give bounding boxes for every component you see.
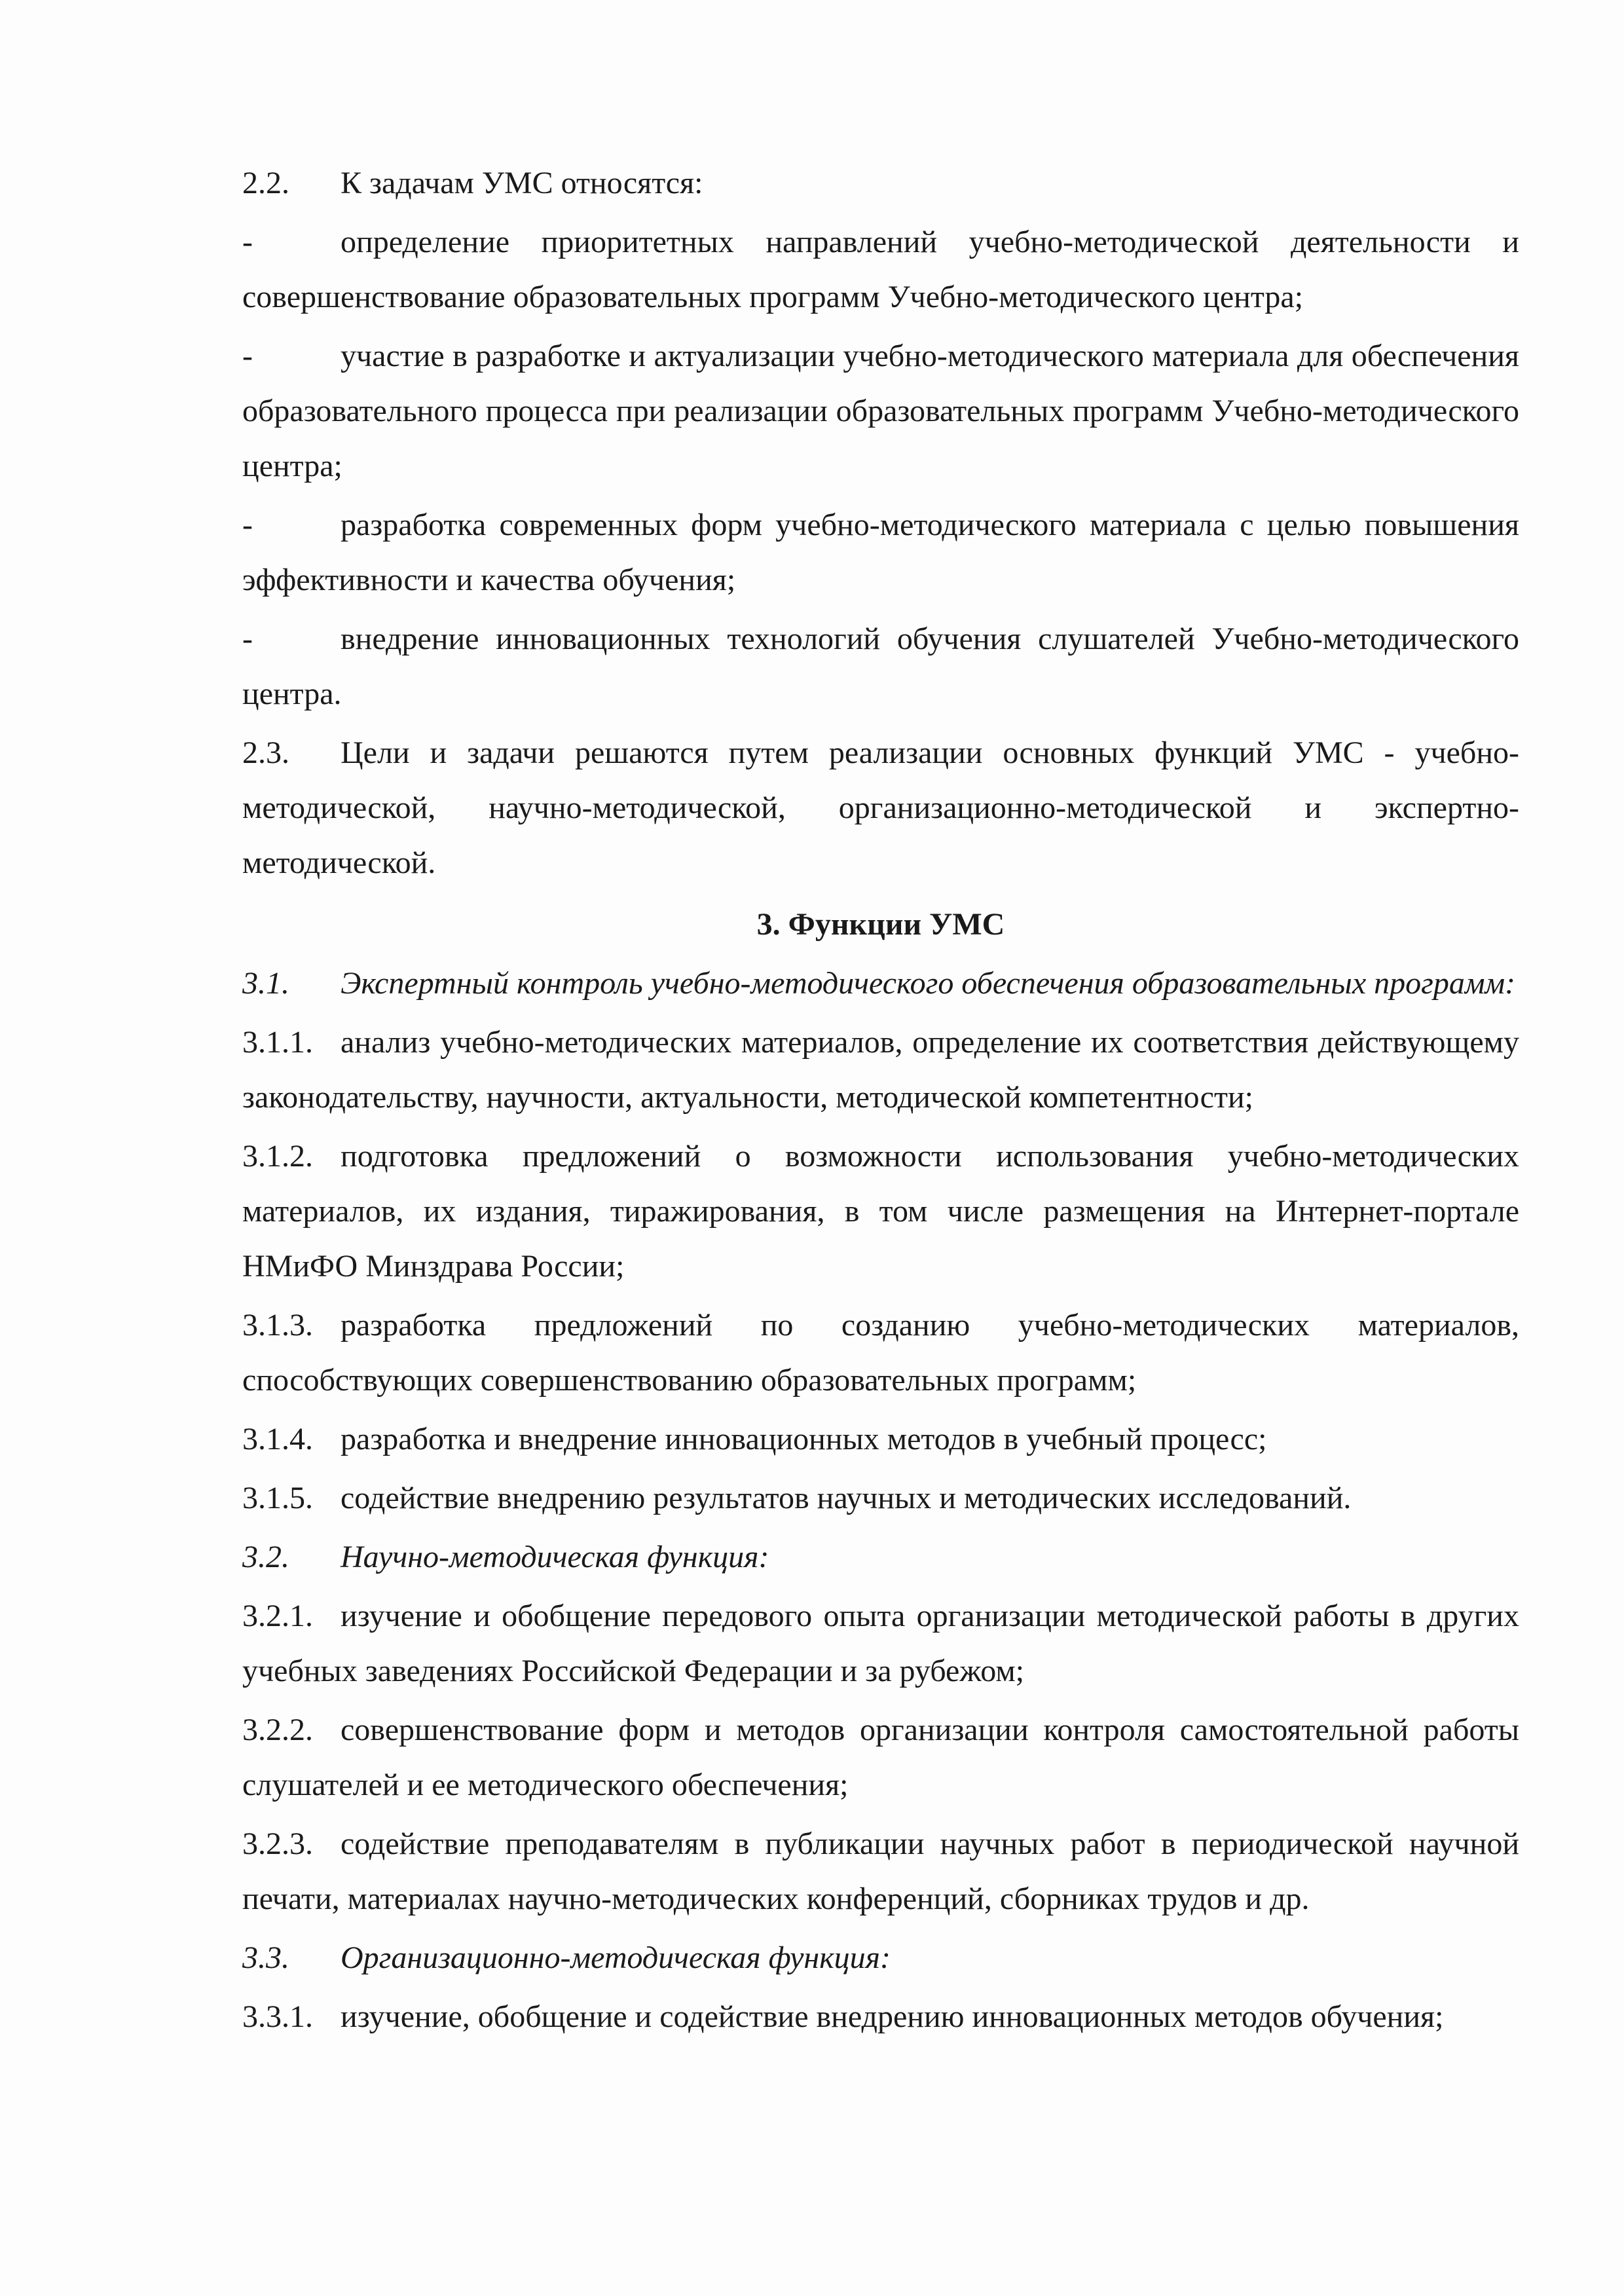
paragraph-3-1-4 (242, 1412, 1519, 1467)
paragraph-3-1-3 (242, 1298, 1519, 1408)
clause-number: 2.3. (242, 735, 289, 770)
clause-number: 3.2. (242, 1540, 289, 1574)
clause-number: 2.2. (242, 166, 289, 200)
clause-number: 3.3. (242, 1940, 289, 1975)
clause-number: 3.1.5. (242, 1481, 313, 1515)
section-heading: 3. Функции УМС (756, 907, 1005, 942)
clause-text: изучение и обобщение передового опыта организации методической работы в других учебных заведениях Российской Федерации и за рубежом; (242, 1599, 1519, 1688)
paragraph-3-1-1 (242, 1015, 1519, 1125)
dash-marker: - (242, 339, 253, 373)
list-item-dash (242, 329, 1519, 494)
paragraph-3-3 (242, 1931, 1519, 1986)
list-item-text: разработка современных форм учебно-методического материала с целью повышения эффективности и качества обучения; (242, 508, 1519, 597)
clause-text: разработка и внедрение инновационных методов в учебный процесс; (341, 1422, 1267, 1456)
paragraph-2-3 (242, 726, 1519, 891)
list-item-dash (242, 498, 1519, 608)
paragraph-3-1 (242, 956, 1519, 1011)
clause-number: 3.1. (242, 966, 289, 1001)
clause-text: К задачам УМС относятся: (341, 166, 703, 200)
paragraph-3-2-3 (242, 1817, 1519, 1927)
paragraph-3-2-1 (242, 1589, 1519, 1699)
clause-number: 3.1.4. (242, 1422, 313, 1456)
paragraph-3-1-2 (242, 1129, 1519, 1294)
list-item-dash (242, 612, 1519, 722)
dash-marker: - (242, 621, 253, 656)
clause-number: 3.1.1. (242, 1025, 313, 1060)
clause-text: содействие внедрению результатов научных и методических исследований. (341, 1481, 1352, 1515)
clause-text: подготовка предложений о возможности использования учебно-методических материалов, их издания, тиражирования, в том числе размещения на Интернет-портале НМиФО Минздрава России; (242, 1139, 1519, 1284)
clause-text: анализ учебно-методических материалов, определение их соответствия действующему законодательству, научности, актуальности, методической компетентности; (242, 1025, 1519, 1115)
clause-number: 3.1.2. (242, 1139, 313, 1174)
list-item-text: определение приоритетных направлений учебно-методической деятельности и совершенствование образовательных программ Учебно-методического центра; (242, 225, 1519, 314)
clause-number: 3.3.1. (242, 1999, 313, 2034)
clause-text: совершенствование форм и методов организации контроля самостоятельной работы слушателей и ее методического обеспечения; (242, 1713, 1519, 1802)
clause-text: разработка предложений по созданию учебно-методических материалов, способствующих совершенствованию образовательных программ; (242, 1308, 1519, 1398)
clause-text: Научно-методическая функция: (341, 1540, 769, 1574)
clause-number: 3.1.3. (242, 1308, 313, 1342)
paragraph-3-3-1 (242, 1990, 1519, 2045)
dash-marker: - (242, 508, 253, 542)
clause-number: 3.2.2. (242, 1713, 313, 1747)
clause-number: 3.2.3. (242, 1826, 313, 1861)
clause-text: изучение, обобщение и содействие внедрению инновационных методов обучения; (341, 1999, 1444, 2034)
paragraph-3-2 (242, 1530, 1519, 1585)
paragraph-2-2 (242, 156, 1519, 211)
clause-number: 3.2.1. (242, 1599, 313, 1633)
list-item-dash (242, 215, 1519, 325)
list-item-text: участие в разработке и актуализации учебно-методического материала для обеспечения образовательного процесса при реализации образовательных программ Учебно-методического центра; (242, 339, 1519, 483)
paragraph-3-1-5 (242, 1471, 1519, 1526)
dash-marker: - (242, 225, 253, 259)
clause-text: содействие преподавателям в публикации научных работ в периодической научной печати, материалах научно-методических конференций, сборниках трудов и др. (242, 1826, 1519, 1916)
document-body (242, 156, 1519, 2048)
clause-text: Экспертный контроль учебно-методического обеспечения образовательных программ: (341, 966, 1516, 1001)
paragraph-3-2-2 (242, 1703, 1519, 1813)
clause-text: Цели и задачи решаются путем реализации основных функций УМС - учебно-методической, научно-методической, организационно-методической и экспертно-методической. (242, 735, 1519, 880)
list-item-text: внедрение инновационных технологий обучения слушателей Учебно-методического центра. (242, 621, 1519, 711)
clause-text: Организационно-методическая функция: (341, 1940, 891, 1975)
